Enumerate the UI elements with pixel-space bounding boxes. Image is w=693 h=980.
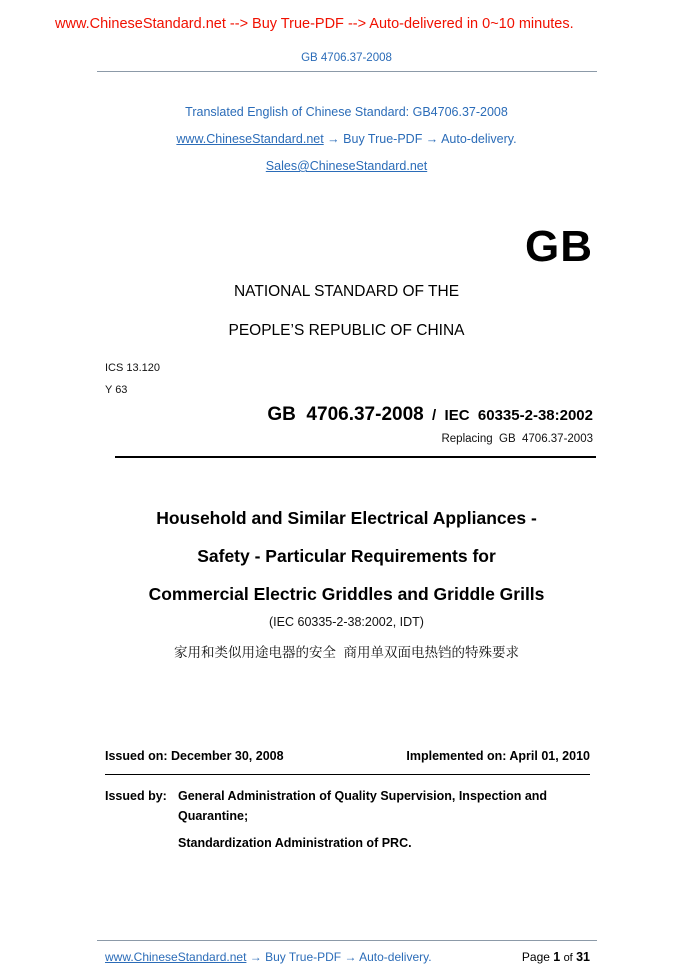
footer-link-line — [105, 950, 432, 964]
ics-code: ICS 13.120 — [105, 362, 161, 374]
site-link[interactable]: www.ChineseStandard.net — [176, 132, 324, 146]
issued-date: Issued on: December 30, 2008 — [105, 749, 284, 763]
header-divider — [97, 71, 597, 72]
national-standard-line1: NATIONAL STANDARD OF THE — [233, 283, 460, 300]
issuer-body — [178, 786, 547, 853]
gb-logo: GB — [525, 222, 593, 271]
buy-link-line — [0, 132, 693, 146]
y-classification-code: Y 63 — [105, 384, 128, 396]
page-total: 31 — [576, 950, 590, 964]
implemented-date: Implemented on: April 01, 2010 — [406, 749, 590, 763]
national-standard-line2: PEOPLE’S REPUBLIC OF CHINA — [228, 322, 465, 339]
title-line1: Household and Similar Electrical Appliances - — [156, 508, 537, 528]
issuer-line3: Standardization Administration of PRC. — [178, 836, 412, 850]
gb-code: GB 4706.37-2008 — [267, 404, 424, 425]
title-line2: Safety - Particular Requirements for — [197, 546, 496, 566]
chinese-title: 家用和类似用途电器的安全 商用单双面电热铛的特殊要求 — [173, 645, 519, 660]
page-indicator — [522, 950, 590, 964]
footer-chain-text: → Buy True-PDF → Auto-delivery. — [246, 950, 432, 964]
page-number: 1 — [553, 950, 561, 964]
promo-banner: www.ChineseStandard.net --> Buy True-PDF --> Auto-delivered in 0~10 minutes. — [55, 16, 574, 32]
page-footer — [0, 940, 693, 964]
iec-code: / IEC 60335-2-38:2002 — [423, 407, 593, 424]
issuer-line1: General Administration of Quality Supervision, Inspection and — [178, 789, 548, 803]
title-divider — [115, 456, 596, 458]
translated-standard-line: Translated English of Chinese Standard: GB4706.37-2008 — [185, 105, 508, 119]
idt-note: (IEC 60335-2-38:2002, IDT) — [269, 615, 424, 629]
doc-code-header: GB 4706.37-2008 — [301, 52, 392, 64]
email-line — [0, 159, 693, 173]
email-link[interactable]: Sales@ChineseStandard.net — [265, 159, 428, 173]
page-label: Page — [521, 950, 550, 964]
buy-chain-text: → Buy True-PDF → Auto-delivery. — [323, 132, 517, 146]
of-label: of — [563, 952, 573, 964]
issuer-line2: Quarantine; — [178, 809, 249, 823]
dates-divider — [105, 774, 590, 775]
issued-by-label: Issued by: — [105, 789, 167, 803]
footer-row — [105, 950, 590, 964]
dates-row — [105, 749, 590, 763]
footer-site-link[interactable]: www.ChineseStandard.net — [105, 950, 247, 964]
title-line3: Commercial Electric Griddles and Griddle Grills — [148, 584, 545, 604]
standard-code-line — [0, 404, 693, 426]
replacing-note: Replacing GB 4706.37-2003 — [441, 433, 593, 445]
footer-divider — [97, 940, 597, 941]
issuer-block — [105, 786, 590, 853]
